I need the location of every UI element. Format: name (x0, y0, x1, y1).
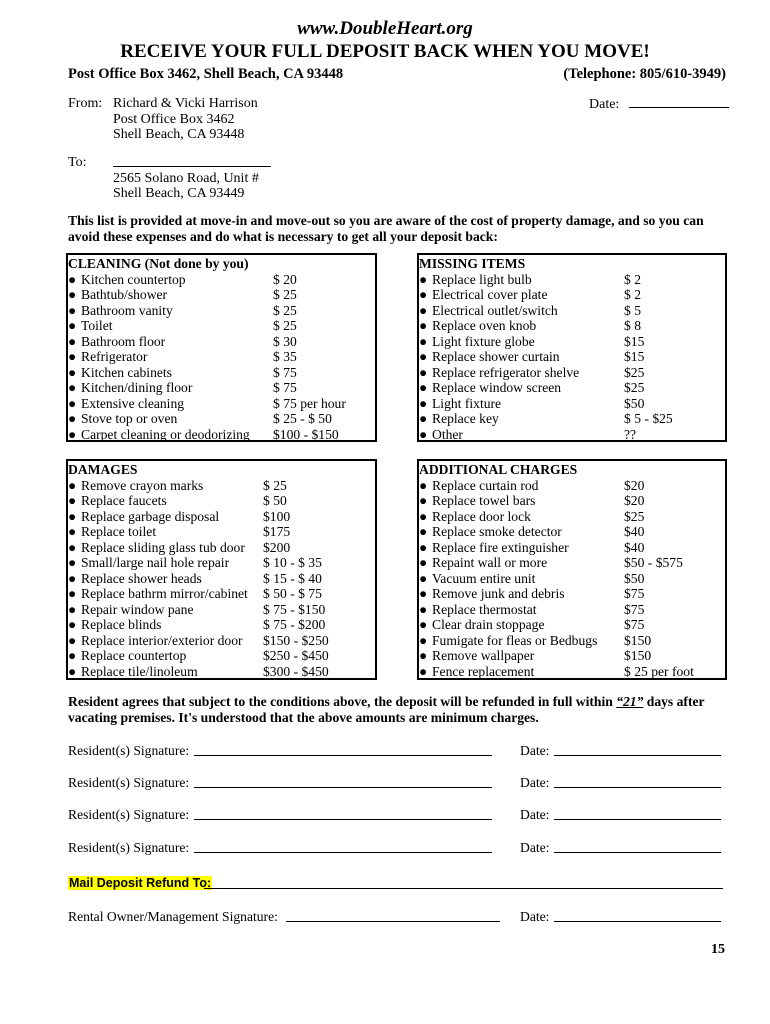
from-line: Post Office Box 3462 (113, 111, 235, 127)
list-item (419, 380, 725, 396)
item-amount: $75 (624, 586, 645, 601)
bullet-icon: ● (419, 318, 428, 333)
list-item (68, 509, 375, 525)
item-amount: $150 - $250 (263, 632, 329, 648)
to-label: To: (68, 155, 87, 170)
item-amount: $ 25 - $ 50 (273, 411, 332, 426)
item-amount: $ 25 (273, 302, 297, 318)
bullet-icon: ● (68, 524, 77, 539)
list-item (419, 411, 725, 427)
item-label: Kitchen cabinets (81, 364, 172, 380)
item-label: Replace fire extinguisher (432, 539, 569, 555)
list-item (419, 555, 725, 571)
item-label: Replace toilet (81, 524, 157, 539)
list-item (68, 571, 375, 587)
list-item (68, 617, 375, 633)
to-line: 2565 Solano Road, Unit # (113, 170, 259, 186)
item-amount: $100 (263, 508, 291, 524)
bullet-icon: ● (419, 349, 428, 364)
bullet-icon: ● (68, 318, 77, 333)
list-item (419, 365, 725, 381)
list-item (419, 602, 725, 618)
item-amount: $ 75 (273, 364, 297, 380)
bullet-icon: ● (68, 663, 77, 679)
bullet-icon: ● (419, 411, 428, 426)
list-item (68, 349, 375, 365)
page-number: 15 (711, 942, 725, 957)
date-field[interactable] (554, 775, 721, 788)
resident-signature-row (68, 775, 728, 791)
item-label: Bathtub/shower (81, 287, 168, 302)
bullet-icon: ● (68, 333, 77, 349)
item-amount: $250 - $450 (263, 648, 329, 663)
bullet-icon: ● (68, 302, 77, 318)
bullet-icon: ● (68, 287, 77, 302)
item-label: Replace sliding glass tub door (81, 539, 245, 555)
bullet-icon: ● (419, 380, 428, 395)
list-item (68, 365, 375, 381)
bullet-icon: ● (68, 555, 77, 570)
resident-signature-row (68, 807, 728, 823)
item-label: Replace bathrm mirror/cabinet (81, 586, 248, 601)
item-amount: $50 (624, 570, 645, 586)
date-label: Date: (520, 775, 550, 790)
list-item (419, 427, 725, 443)
item-label: Replace interior/exterior door (81, 632, 243, 648)
item-label: Carpet cleaning or deodorizing (81, 426, 250, 442)
list-item (68, 303, 375, 319)
item-label: Clear drain stoppage (432, 617, 545, 632)
additional-charges-title: ADDITIONAL CHARGES (419, 462, 578, 477)
mail-refund-label: Mail Deposit Refund To: (69, 876, 212, 890)
item-amount: $200 (263, 539, 291, 555)
resident-signature-field[interactable] (194, 807, 492, 820)
bullet-icon: ● (68, 632, 77, 648)
bullet-icon: ● (419, 648, 428, 663)
list-item (419, 633, 725, 649)
refund-days: “21” (616, 694, 644, 709)
list-item (68, 664, 375, 680)
item-label: Replace key (432, 411, 499, 426)
item-label: Small/large nail hole repair (81, 555, 230, 570)
from-address (113, 96, 258, 143)
item-amount: $150 (624, 632, 652, 648)
bullet-icon: ● (68, 271, 77, 287)
item-label: Repaint wall or more (432, 555, 548, 570)
item-label: Bathroom floor (81, 333, 166, 349)
list-item (419, 540, 725, 556)
date-field[interactable] (554, 743, 721, 756)
item-amount: $ 30 (273, 333, 297, 349)
bullet-icon: ● (419, 271, 428, 287)
item-amount: $15 (624, 333, 645, 349)
item-amount: $ 20 (273, 271, 297, 287)
list-item (68, 380, 375, 396)
missing-items-title: MISSING ITEMS (419, 256, 526, 271)
bullet-icon: ● (68, 395, 77, 411)
list-item (419, 524, 725, 540)
item-label: Light fixture (432, 395, 502, 411)
item-label: Replace garbage disposal (81, 508, 220, 524)
item-amount: $ 50 (263, 493, 287, 508)
bullet-icon: ● (419, 524, 428, 539)
item-label: Remove crayon marks (81, 477, 204, 493)
list-item (68, 602, 375, 618)
item-amount: $ 8 (624, 318, 641, 333)
bullet-icon: ● (68, 477, 77, 493)
date-field[interactable] (554, 840, 721, 853)
intro-text: This list is provided at move-in and move-out so you are aware of the cost of property damage, and so you can avoid these expenses and do what is necessary to get all your deposit back: (68, 213, 704, 244)
list-item (419, 272, 725, 288)
list-item (68, 648, 375, 664)
date-label: Date: (520, 743, 550, 758)
item-label: Replace countertop (81, 648, 187, 663)
item-label: Electrical outlet/switch (432, 302, 558, 318)
item-amount: $75 (624, 617, 645, 632)
bullet-icon: ● (419, 364, 428, 380)
list-item (419, 478, 725, 494)
bullet-icon: ● (68, 617, 77, 632)
item-label: Extensive cleaning (81, 395, 185, 411)
list-item (68, 396, 375, 412)
item-label: Replace faucets (81, 493, 167, 508)
bullet-icon: ● (419, 287, 428, 302)
agreement-text: Resident agrees that subject to the conditions above, the deposit will be refunded in full within “21” days after vacating premises. It's understood that the above amounts are minimum charges. (68, 694, 705, 725)
item-amount: $150 (624, 648, 652, 663)
bullet-icon: ● (419, 663, 428, 679)
list-item (419, 287, 725, 303)
bullet-icon: ● (419, 601, 428, 617)
item-amount: $ 5 (624, 302, 641, 318)
date-label: Date: (520, 840, 550, 855)
cleaning-box (66, 253, 377, 442)
item-amount: $20 (624, 493, 645, 508)
to-line: Shell Beach, CA 93449 (113, 186, 245, 202)
list-item (419, 318, 725, 334)
list-item (68, 586, 375, 602)
item-label: Toilet (81, 318, 113, 333)
list-item (419, 334, 725, 350)
item-label: Kitchen countertop (81, 271, 186, 287)
bullet-icon: ● (68, 349, 77, 364)
date-field[interactable] (554, 909, 721, 922)
resident-signature-field[interactable] (194, 840, 492, 853)
resident-signature-label: Resident(s) Signature: (68, 807, 190, 822)
item-label: Fence replacement (432, 663, 535, 679)
list-item (68, 555, 375, 571)
bullet-icon: ● (419, 617, 428, 632)
bullet-icon: ● (419, 539, 428, 555)
item-amount: $ 75 per hour (273, 395, 346, 411)
cleaning-title: CLEANING (Not done by you) (68, 256, 249, 271)
item-amount: $ 75 - $200 (263, 617, 326, 632)
item-label: Refrigerator (81, 349, 148, 364)
additional-charges-box (417, 459, 727, 680)
date-label: Date: (520, 909, 550, 924)
list-item (419, 396, 725, 412)
item-amount: $50 - $575 (624, 555, 683, 570)
item-amount: $15 (624, 349, 645, 364)
item-label: Remove junk and debris (432, 586, 565, 601)
item-label: Replace curtain rod (432, 477, 539, 493)
list-item (68, 524, 375, 540)
list-item (419, 571, 725, 587)
website-url: www.DoubleHeart.org (297, 18, 473, 39)
bullet-icon: ● (68, 411, 77, 426)
list-item (68, 478, 375, 494)
date-field (589, 96, 729, 113)
item-amount: $ 15 - $ 40 (263, 570, 322, 586)
item-amount: $ 75 - $150 (263, 601, 326, 617)
list-item (419, 509, 725, 525)
item-label: Replace tile/linoleum (81, 663, 198, 679)
to-name-blank[interactable] (113, 155, 271, 167)
list-item (68, 272, 375, 288)
item-label: Replace window screen (432, 380, 562, 395)
bullet-icon: ● (68, 508, 77, 524)
item-label: Replace smoke detector (432, 524, 562, 539)
item-amount: $75 (624, 601, 645, 617)
bullet-icon: ● (68, 539, 77, 555)
list-item (68, 493, 375, 509)
bullet-icon: ● (419, 395, 428, 411)
item-amount: $ 2 (624, 287, 641, 302)
item-amount: $ 75 (273, 380, 297, 395)
item-amount: $40 (624, 539, 645, 555)
item-label: Light fixture globe (432, 333, 535, 349)
item-amount: ?? (624, 426, 637, 442)
bullet-icon: ● (68, 601, 77, 617)
bullet-icon: ● (419, 302, 428, 318)
damages-title: DAMAGES (68, 462, 138, 477)
bullet-icon: ● (419, 632, 428, 648)
bullet-icon: ● (419, 477, 428, 493)
item-amount: $175 (263, 524, 291, 539)
bullet-icon: ● (419, 586, 428, 601)
bullet-icon: ● (419, 555, 428, 570)
bullet-icon: ● (68, 364, 77, 380)
item-label: Replace towel bars (432, 493, 536, 508)
resident-signature-row (68, 743, 728, 759)
list-item (68, 318, 375, 334)
from-label: From: (68, 96, 103, 111)
bullet-icon: ● (68, 426, 77, 442)
item-label: Replace door lock (432, 508, 531, 524)
item-label: Kitchen/dining floor (81, 380, 193, 395)
item-label: Repair window pane (81, 601, 194, 617)
from-line: Shell Beach, CA 93448 (113, 127, 245, 143)
resident-signature-label: Resident(s) Signature: (68, 743, 190, 758)
owner-signature-label: Rental Owner/Management Signature: (68, 909, 278, 924)
item-label: Electrical cover plate (432, 287, 548, 302)
list-item (419, 617, 725, 633)
bullet-icon: ● (419, 426, 428, 442)
list-item (68, 427, 375, 443)
item-label: Other (432, 426, 463, 442)
date-label: Date: (520, 807, 550, 822)
item-amount: $ 5 - $25 (624, 411, 673, 426)
list-item (419, 493, 725, 509)
page-title: RECEIVE YOUR FULL DEPOSIT BACK WHEN YOU MOVE! (120, 41, 650, 62)
bullet-icon: ● (68, 570, 77, 586)
date-field[interactable] (554, 807, 721, 820)
list-item (419, 664, 725, 680)
list-item (68, 633, 375, 649)
item-amount: $40 (624, 524, 645, 539)
resident-signature-label: Resident(s) Signature: (68, 775, 190, 790)
item-label: Replace refrigerator shelve (432, 364, 580, 380)
list-item (419, 303, 725, 319)
bullet-icon: ● (68, 380, 77, 395)
item-amount: $300 - $450 (263, 663, 329, 679)
item-amount: $25 (624, 508, 645, 524)
item-label: Replace shower curtain (432, 349, 560, 364)
resident-signature-field[interactable] (194, 743, 492, 756)
resident-signature-row (68, 840, 728, 856)
item-amount: $ 50 - $ 75 (263, 586, 322, 601)
bullet-icon: ● (68, 493, 77, 508)
item-amount: $50 (624, 395, 645, 411)
bullet-icon: ● (419, 570, 428, 586)
item-label: Stove top or oven (81, 411, 178, 426)
item-label: Replace light bulb (432, 271, 532, 287)
item-amount: $ 35 (273, 349, 297, 364)
company-telephone: (Telephone: 805/610-3949) (563, 66, 726, 82)
owner-signature-field[interactable] (286, 909, 500, 922)
item-label: Replace thermostat (432, 601, 537, 617)
item-amount: $ 2 (624, 271, 641, 287)
bullet-icon: ● (68, 586, 77, 601)
item-amount: $ 25 (273, 318, 297, 333)
damages-box (66, 459, 377, 680)
item-amount: $ 25 (273, 287, 297, 302)
item-label: Bathroom vanity (81, 302, 173, 318)
list-item (419, 648, 725, 664)
item-amount: $100 - $150 (273, 426, 339, 442)
list-item (68, 334, 375, 350)
mail-refund-address-field[interactable] (204, 876, 723, 889)
resident-signature-field[interactable] (194, 775, 492, 788)
item-amount: $ 10 - $ 35 (263, 555, 322, 570)
item-label: Remove wallpaper (432, 648, 535, 663)
item-amount: $25 (624, 364, 645, 380)
item-amount: $25 (624, 380, 645, 395)
date-blank[interactable] (629, 96, 729, 108)
item-label: Fumigate for fleas or Bedbugs (432, 632, 598, 648)
list-item (68, 540, 375, 556)
bullet-icon: ● (419, 493, 428, 508)
list-item (419, 586, 725, 602)
list-item (419, 349, 725, 365)
list-item (68, 411, 375, 427)
item-label: Vacuum entire unit (432, 570, 536, 586)
list-item (68, 287, 375, 303)
bullet-icon: ● (68, 648, 77, 663)
resident-signature-label: Resident(s) Signature: (68, 840, 190, 855)
bullet-icon: ● (419, 508, 428, 524)
bullet-icon: ● (419, 333, 428, 349)
owner-signature-row (68, 909, 728, 925)
date-label: Date: (589, 97, 620, 112)
item-amount: $ 25 (263, 477, 287, 493)
item-amount: $20 (624, 477, 645, 493)
to-address (113, 155, 271, 202)
company-address: Post Office Box 3462, Shell Beach, CA 93448 (68, 66, 344, 82)
item-label: Replace blinds (81, 617, 162, 632)
missing-items-box (417, 253, 727, 442)
company-address-line (68, 66, 726, 83)
item-label: Replace oven knob (432, 318, 537, 333)
from-line: Richard & Vicki Harrison (113, 96, 258, 111)
mail-refund-row (68, 876, 728, 892)
item-amount: $ 25 per foot (624, 663, 694, 679)
item-label: Replace shower heads (81, 570, 202, 586)
